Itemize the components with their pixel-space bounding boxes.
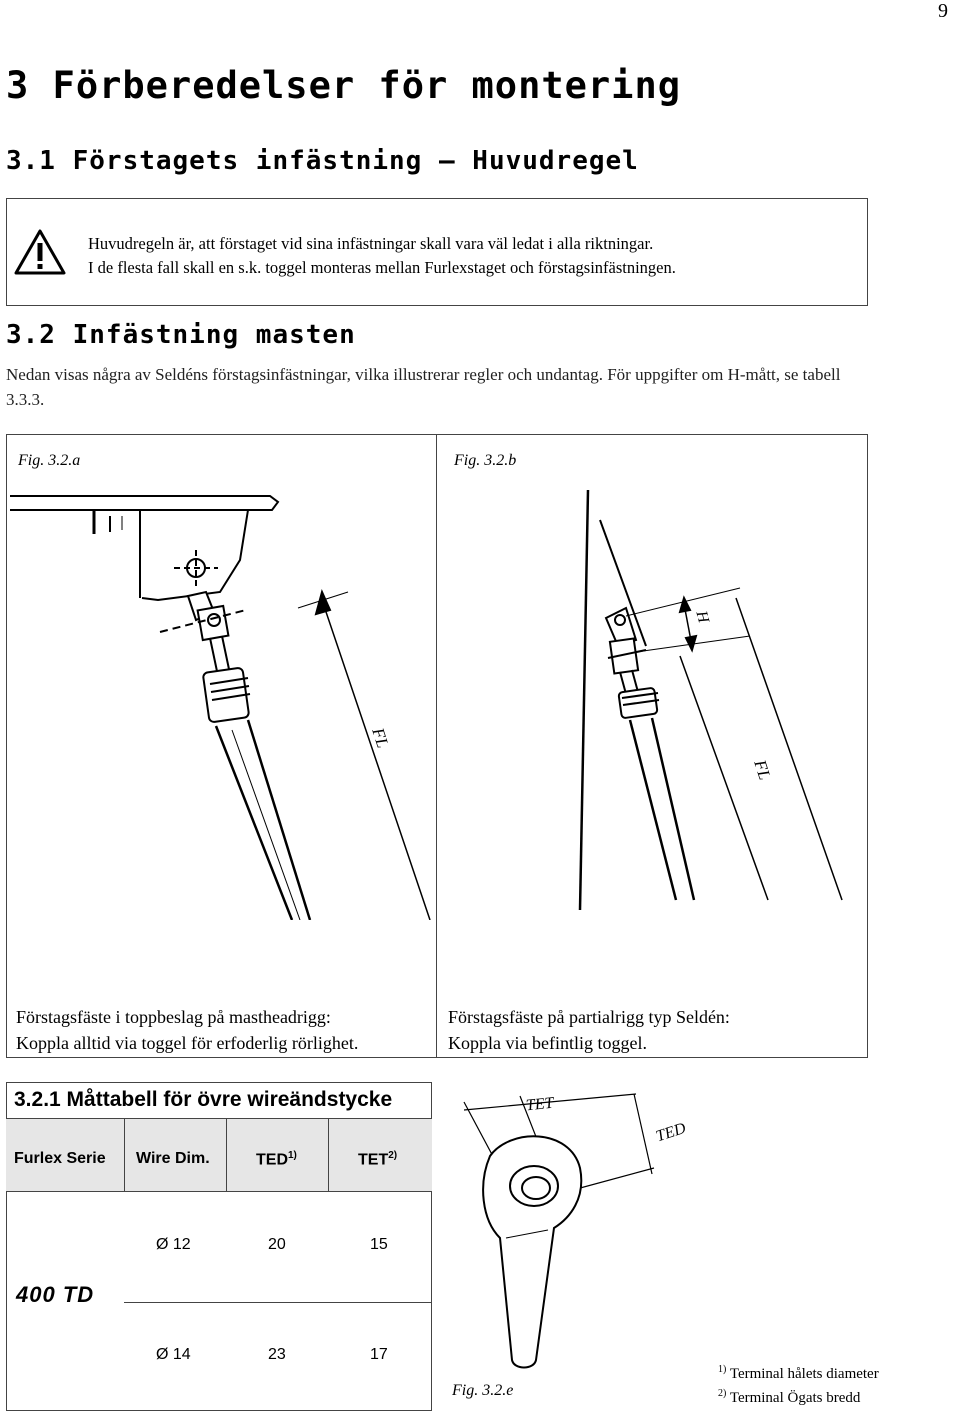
- warning-line-1: Huvudregeln är, att förstaget vid sina infästningar skall vara väl ledat i alla riktningar.: [88, 234, 654, 253]
- table-cell-wire-2: Ø 14: [156, 1346, 191, 1363]
- warning-icon: [14, 228, 66, 276]
- footnote-2-text: Terminal Ögats bredd: [729, 1390, 861, 1406]
- footnote-1-mark: 1): [718, 1364, 727, 1375]
- fig-a-illustration: [10, 480, 434, 920]
- fig-a-caption: [16, 1004, 358, 1056]
- page-title: 3 Förberedelser för montering: [6, 64, 682, 107]
- figure-divider: [436, 434, 437, 1058]
- fig-b-h-label: H: [692, 609, 712, 625]
- footnote-1: [718, 1364, 879, 1383]
- table-cell-ted-2: 23: [268, 1346, 286, 1363]
- fig-e-label: Fig. 3.2.e: [452, 1382, 514, 1399]
- header-wire-dim: Wire Dim.: [136, 1150, 210, 1167]
- fig-a-caption-line-2: Koppla alltid via toggel för erfoderlig rörlighet.: [16, 1033, 359, 1053]
- warning-text: [88, 232, 676, 280]
- header-ted-sup: 1): [288, 1150, 297, 1161]
- warning-line-2: I de flesta fall skall en s.k. toggel monteras mellan Furlexstaget och förstagsinfästningen.: [88, 258, 676, 277]
- footnote-2-mark: 2): [718, 1388, 727, 1399]
- fig-a-caption-line-1: Förstagsfäste i toppbeslag på mastheadrigg:: [16, 1007, 331, 1027]
- fig-e-tet-label: TET: [525, 1094, 555, 1115]
- table-divider: [226, 1118, 227, 1192]
- fig-b-fl-label: FL: [750, 757, 775, 783]
- intro-paragraph: Nedan visas några av Seldéns förstagsinfästningar, vilka illustrerar regler och undantag. För uppgifter om H-mått, se tabell 3.3.3.: [6, 365, 841, 409]
- table-cell-ted-1: 20: [268, 1236, 286, 1253]
- header-tet: [358, 1150, 397, 1169]
- fig-b-caption: [448, 1004, 730, 1056]
- table-row-divider: [124, 1302, 432, 1303]
- header-furlex-serie: Furlex Serie: [14, 1150, 106, 1167]
- model-logo-400-td: 400 TD: [16, 1282, 95, 1307]
- header-tet-sup: 2): [388, 1150, 398, 1161]
- header-ted-label: TED: [256, 1151, 288, 1169]
- fig-b-caption-line-2: Koppla via befintlig toggel.: [448, 1033, 647, 1053]
- fig-e-ted-label: TED: [653, 1119, 688, 1146]
- table-cell-tet-1: 15: [370, 1236, 388, 1253]
- fig-a-label: Fig. 3.2.a: [18, 452, 81, 469]
- section-heading-3-2: 3.2 Infästning masten: [6, 320, 356, 350]
- fig-b-label: Fig. 3.2.b: [454, 452, 517, 469]
- fig-b-caption-line-1: Förstagsfäste på partialrigg typ Seldén:: [448, 1007, 730, 1027]
- page-number: 9: [938, 0, 948, 22]
- table-divider: [124, 1118, 125, 1192]
- footnote-1-text: Terminal hålets diameter: [729, 1366, 879, 1382]
- section-heading-3-1: 3.1 Förstagets infästning – Huvudregel: [6, 146, 639, 176]
- table-title: 3.2.1 Måttabell för övre wireändstycke: [14, 1088, 393, 1111]
- header-ted: [256, 1150, 297, 1169]
- table-cell-wire-1: Ø 12: [156, 1236, 191, 1253]
- table-cell-tet-2: 17: [370, 1346, 388, 1363]
- footnote-2: [718, 1388, 860, 1407]
- fig-b-illustration: [440, 480, 864, 920]
- fig-a-fl-label: FL: [368, 725, 393, 751]
- header-tet-label: TET: [358, 1151, 389, 1169]
- table-divider: [328, 1118, 329, 1192]
